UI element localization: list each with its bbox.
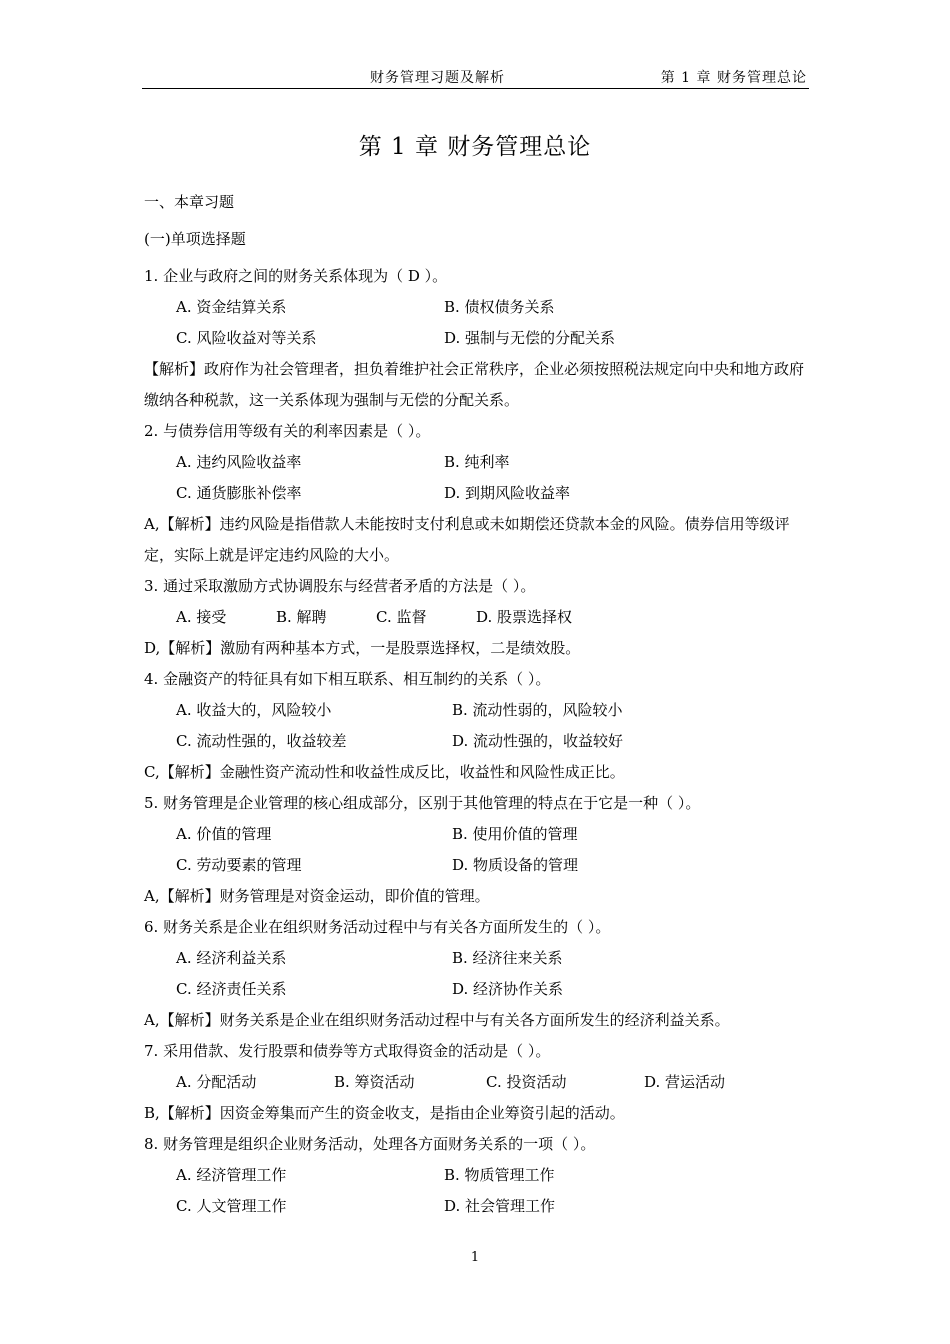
option-a: A. 分配活动 [176,1073,257,1091]
content-body [144,187,812,1222]
option-d: D. 流动性强的，收益较好 [452,732,624,750]
options-row [144,943,812,974]
option-d: D. 股票选择权 [476,608,573,626]
option-b: B. 流动性弱的，风险较小 [452,701,623,719]
option-a: A. 收益大的，风险较小 [176,701,332,719]
options-row [144,695,812,726]
option-b: B. 经济往来关系 [452,949,563,967]
option-d: D. 物质设备的管理 [452,856,579,874]
answer-explanation: A,【解析】财务管理是对资金运动，即价值的管理。 [144,887,490,905]
options-row [144,1067,812,1098]
header-chapter-label: 第 1 章 财务管理总论 [660,70,807,86]
option-a: A. 违约风险收益率 [176,453,302,471]
chapter-title: 第 1 章 财务管理总论 [358,134,592,160]
options-row [144,819,812,850]
question-stem: 5. 财务管理是企业管理的核心组成部分，区别于其他管理的特点在于它是一种（ ）。 [144,794,701,812]
option-b: B. 纯利率 [444,453,510,471]
option-b: B. 债权债务关系 [444,298,555,316]
option-c: C. 监督 [376,608,427,626]
question-stem: 2. 与债券信用等级有关的利率因素是（ ）。 [144,422,431,440]
option-c: C. 劳动要素的管理 [176,856,302,874]
option-a: A. 资金结算关系 [176,298,287,316]
running-header [142,68,809,89]
option-b: B. 物质管理工作 [444,1166,555,1184]
options-row [144,478,812,509]
options-row [144,602,812,633]
option-b: B. 筹资活动 [334,1073,415,1091]
answer-explanation: D,【解析】激励有两种基本方式，一是股票选择权，二是绩效股。 [144,639,581,657]
option-d: D. 到期风险收益率 [444,484,571,502]
option-c: C. 风险收益对等关系 [176,329,317,347]
question-stem: 4. 金融资产的特征具有如下相互联系、相互制约的关系（ ）。 [144,670,551,688]
page-number: 1 [470,1250,480,1265]
option-b: B. 使用价值的管理 [452,825,578,843]
answer-explanation: A,【解析】财务关系是企业在组织财务活动过程中与有关各方面所发生的经济利益关系。 [144,1011,730,1029]
question-stem: 7. 采用借款、发行股票和债券等方式取得资金的活动是（ ）。 [144,1042,551,1060]
option-a: A. 经济利益关系 [176,949,287,967]
options-row [144,447,812,478]
option-c: C. 经济责任关系 [176,980,287,998]
option-a: A. 价值的管理 [176,825,272,843]
option-d: D. 营运活动 [644,1073,726,1091]
question-stem: 1. 企业与政府之间的财务关系体现为（ D ）。 [144,267,448,285]
section-heading: 一、本章习题 [144,193,235,211]
option-d: D. 经济协作关系 [452,980,564,998]
options-row [144,292,812,323]
subsection-heading: (一)单项选择题 [144,230,246,248]
option-c: C. 通货膨胀补偿率 [176,484,302,502]
answer-explanation: C,【解析】金融性资产流动性和收益性成反比，收益性和风险性成正比。 [144,763,625,781]
question-stem: 8. 财务管理是组织企业财务活动，处理各方面财务关系的一项（ ）。 [144,1135,596,1153]
option-d: D. 社会管理工作 [444,1197,556,1215]
options-row [144,1160,812,1191]
options-row [144,974,812,1005]
options-row [144,1191,812,1222]
options-row [144,726,812,757]
options-row [144,850,812,881]
answer-explanation: A,【解析】违约风险是指借款人未能按时支付利息或未如期偿还贷款本金的风险。债券信用等级评定，实际上就是评定违约风险的大小。 [144,515,790,564]
option-c: C. 流动性强的，收益较差 [176,732,347,750]
option-d: D. 强制与无偿的分配关系 [444,329,616,347]
question-stem: 6. 财务关系是企业在组织财务活动过程中与有关各方面所发生的（ ）。 [144,918,611,936]
option-b: B. 解聘 [276,608,327,626]
option-c: C. 人文管理工作 [176,1197,287,1215]
answer-explanation: 【解析】政府作为社会管理者，担负着维护社会正常秩序，企业必须按照税法规定向中央和地方政府缴纳各种税款，这一关系体现为强制与无偿的分配关系。 [144,360,805,409]
option-c: C. 投资活动 [486,1073,567,1091]
answer-explanation: B,【解析】因资金筹集而产生的资金收支，是指由企业筹资引起的活动。 [144,1104,625,1122]
question-stem: 3. 通过采取激励方式协调股东与经营者矛盾的方法是（ ）。 [144,577,536,595]
option-a: A. 经济管理工作 [176,1166,287,1184]
options-row [144,323,812,354]
option-a: A. 接受 [176,608,227,626]
header-book-title: 财务管理习题及解析 [370,70,505,86]
